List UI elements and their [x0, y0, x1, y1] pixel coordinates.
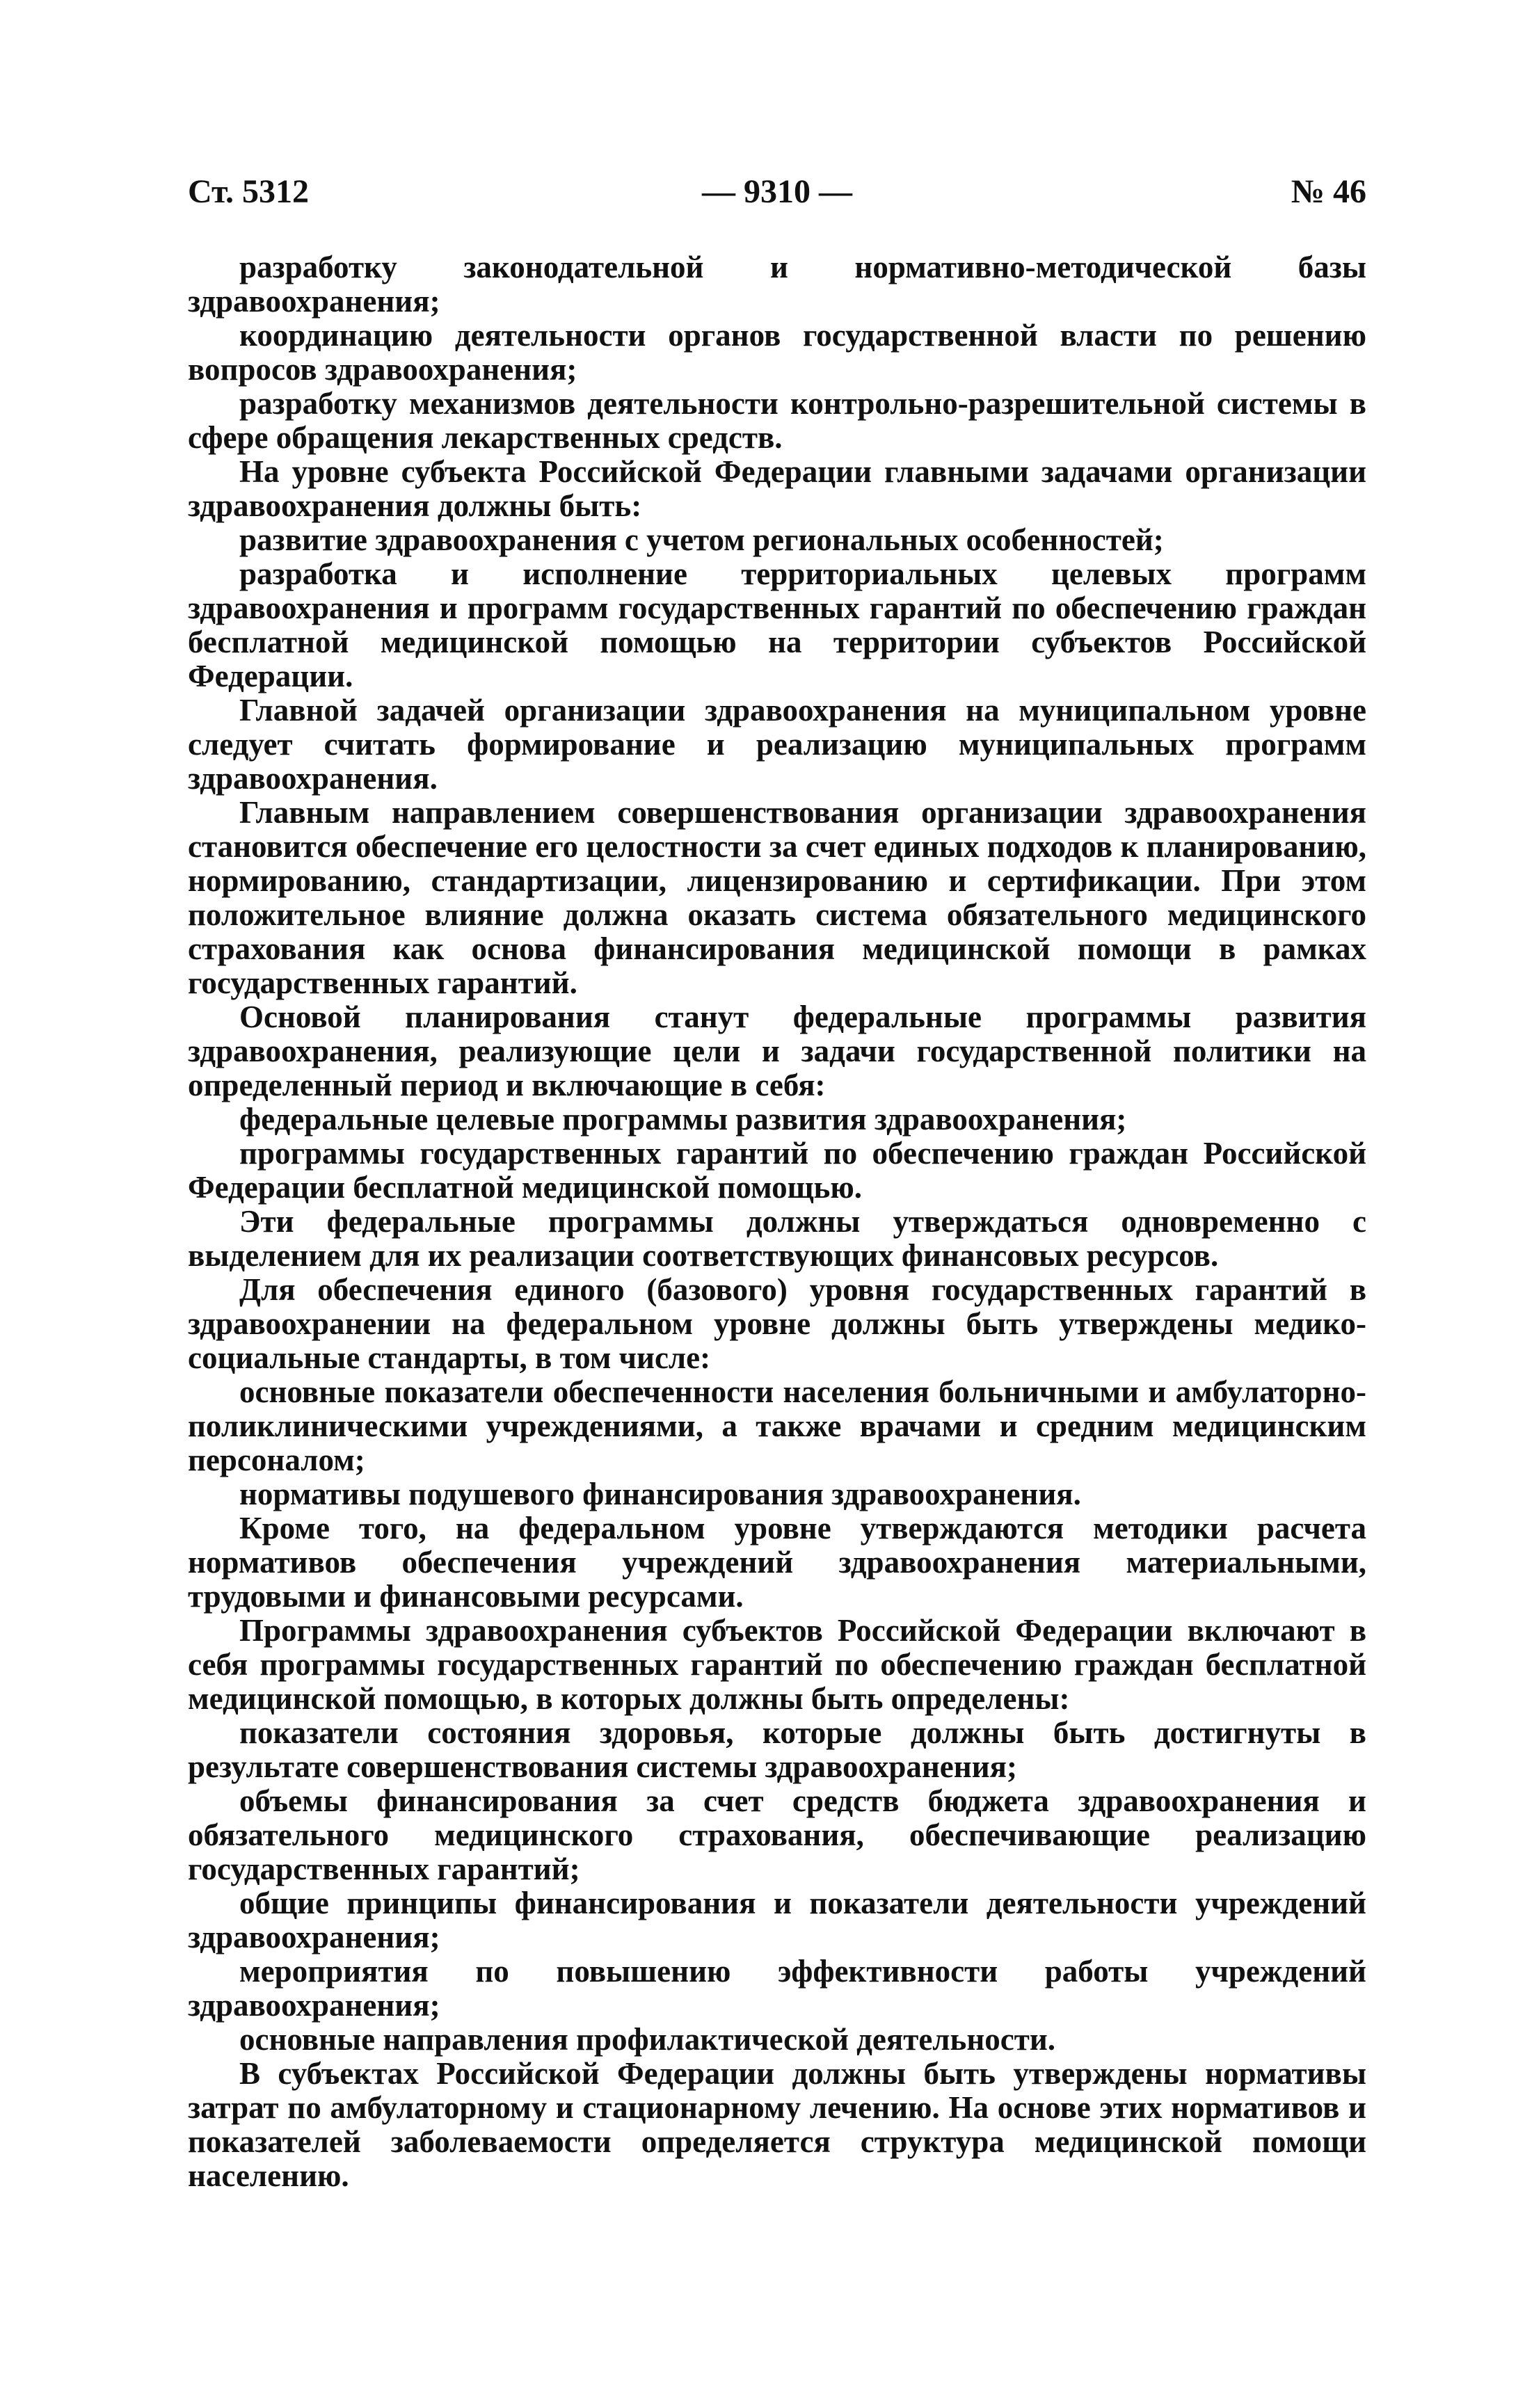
paragraph: основные направления профилактической деятельности.	[239, 2022, 1056, 2057]
paragraph: общие принципы финансирования и показатели деятельности учреждений здравоохранения;	[188, 1886, 1366, 1955]
document-body	[188, 250, 1366, 2193]
paragraph: разработку законодательной и нормативно-методической базы здравоохранения;	[188, 250, 1366, 319]
paragraph: координацию деятельности органов государственной власти по решению вопросов здравоохранения;	[188, 318, 1366, 387]
paragraph: Программы здравоохранения субъектов Российской Федерации включают в себя программы государственных гарантий по обеспечению граждан бесплатной медицинской помощью, в которых должны быть определены:	[188, 1613, 1366, 1716]
page-article-number: Ст. 5312	[188, 173, 309, 210]
page-header	[188, 172, 1366, 221]
paragraph: основные показатели обеспеченности населения больничными и амбулаторно-поликлиническими учреждениями, а также врачами и средним медицинским персоналом;	[188, 1374, 1366, 1477]
paragraph: В субъектах Российской Федерации должны быть утверждены нормативы затрат по амбулаторному и стационарному лечению. На основе этих нормативов и показателей заболеваемости определяется структура медицинской помощи населению.	[188, 2056, 1366, 2193]
paragraph: программы государственных гарантий по обеспечению граждан Российской Федерации бесплатной медицинской помощью.	[188, 1136, 1366, 1205]
paragraph: Основой планирования станут федеральные программы развития здравоохранения, реализующие цели и задачи государственной политики на определенный период и включающие в себя:	[188, 1000, 1366, 1102]
paragraph: объемы финансирования за счет средств бюджета здравоохранения и обязательного медицинского страхования, обеспечивающие реализацию государственных гарантий;	[188, 1783, 1366, 1886]
paragraph: Для обеспечения единого (базового) уровня государственных гарантий в здравоохранении на федеральном уровне должны быть утверждены медико-социальные стандарты, в том числе:	[188, 1272, 1366, 1375]
paragraph: развитие здравоохранения с учетом региональных особенностей;	[239, 522, 1164, 557]
paragraph: показатели состояния здоровья, которые должны быть достигнуты в результате совершенствования системы здравоохранения;	[188, 1715, 1366, 1784]
paragraph: нормативы подушевого финансирования здравоохранения.	[239, 1477, 1081, 1511]
paragraph: Эти федеральные программы должны утверждаться одновременно с выделением для их реализации соответствующих финансовых ресурсов.	[188, 1204, 1366, 1273]
paragraph: Кроме того, на федеральном уровне утверждаются методики расчета нормативов обеспечения учреждений здравоохранения материальными, трудовыми и финансовыми ресурсами.	[188, 1511, 1366, 1614]
page-number: — 9310 —	[702, 173, 852, 210]
paragraph: Главным направлением совершенствования организации здравоохранения становится обеспечение его целостности за счет единых подходов к планированию, нормированию, стандартизации, лицензированию и сертификации. При этом положительное влияние должна оказать система обязательного медицинского страхования как основа финансирования медицинской помощи в рамках государственных гарантий.	[188, 795, 1366, 1000]
paragraph: На уровне субъекта Российской Федерации главными задачами организации здравоохранения должны быть:	[188, 454, 1366, 523]
paragraph: Главной задачей организации здравоохранения на муниципальном уровне следует считать формирование и реализацию муниципальных программ здравоохранения.	[188, 693, 1366, 796]
paragraph: разработка и исполнение территориальных целевых программ здравоохранения и программ государственных гарантий по обеспечению граждан бесплатной медицинской помощью на территории субъектов Российской Федерации.	[188, 556, 1366, 693]
issue-number: № 46	[1291, 173, 1366, 210]
paragraph: разработку механизмов деятельности контрольно-разрешительной системы в сфере обращения лекарственных средств.	[188, 386, 1366, 455]
paragraph: федеральные целевые программы развития здравоохранения;	[239, 1102, 1127, 1137]
paragraph: мероприятия по повышению эффективности работы учреждений здравоохранения;	[188, 1954, 1366, 2023]
